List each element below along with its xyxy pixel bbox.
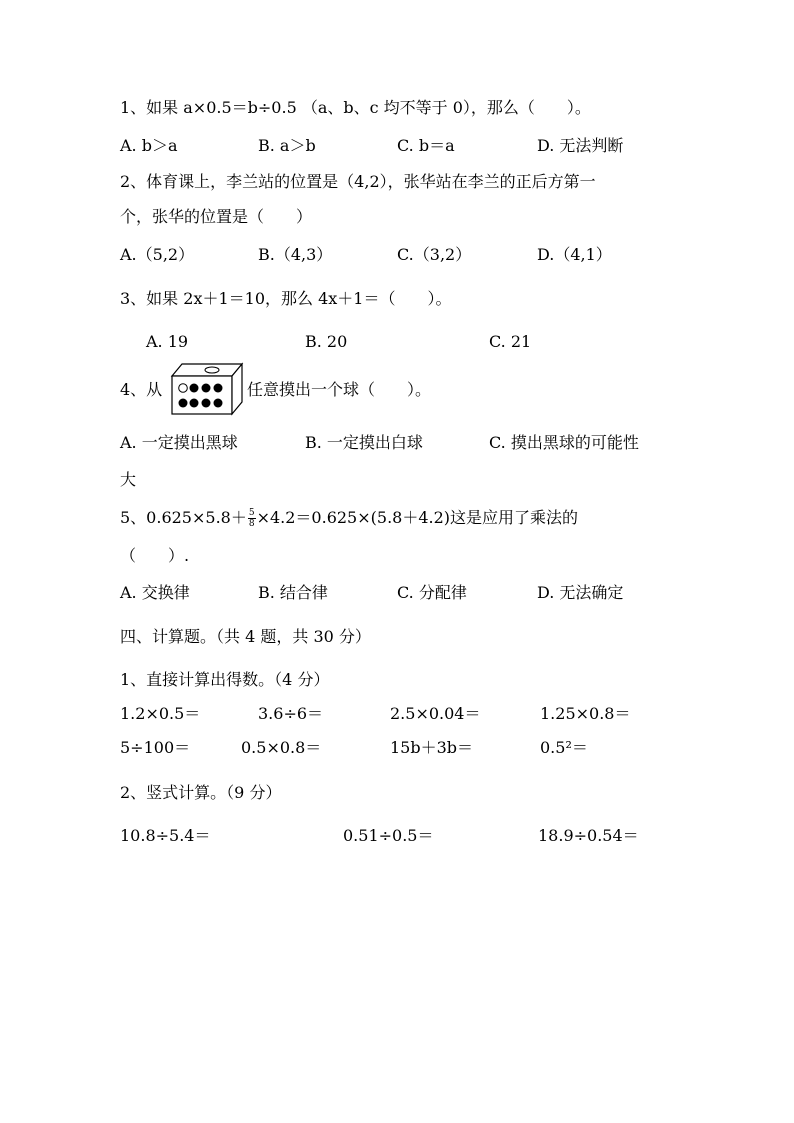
q4-option-b: B. 一定摸出白球 (305, 433, 423, 452)
black-ball (190, 399, 199, 408)
q3-option-a: A. 19 (146, 332, 189, 351)
section-4-title: 四、计算题。（共 4 题，共 30 分） (120, 627, 371, 646)
q4-option-a: A. 一定摸出黑球 (120, 433, 238, 452)
calc-item: 0.5×0.8＝ (241, 738, 322, 757)
black-ball (202, 399, 211, 408)
question-2-stem-line2: 个，张华的位置是（ ） (120, 207, 313, 226)
q5-option-c: C. 分配律 (397, 583, 467, 602)
q1-option-d: D. 无法判断 (537, 136, 624, 155)
vertical-calc-item: 18.9÷0.54＝ (538, 826, 639, 845)
fraction-numerator: 5 (248, 508, 255, 518)
q1-option-b: B. a＞b (258, 136, 316, 155)
black-ball (214, 399, 223, 408)
fraction (248, 508, 256, 529)
question-5-stem-line2: （ ）. (120, 546, 190, 565)
question-4-stem-prefix: 4、从 (120, 380, 163, 399)
question-3-stem: 3、如果 2x＋1＝10，那么 4x＋1＝（ ）。 (120, 289, 452, 308)
q2-option-d: D.（4,1） (537, 245, 612, 264)
q5-stem-before: 5、0.625×5.8＋ (120, 508, 247, 527)
q2-option-a: A.（5,2） (120, 245, 195, 264)
vertical-calc-item: 0.51÷0.5＝ (343, 826, 434, 845)
question-4-stem-suffix: 任意摸出一个球（ ）。 (247, 380, 432, 399)
black-ball (202, 384, 211, 393)
q5-option-b: B. 结合律 (258, 583, 328, 602)
calc-item: 15b＋3b＝ (390, 738, 474, 757)
q4-option-c: C. 摸出黑球的可能性 (489, 433, 639, 452)
calc-item: 2.5×0.04＝ (390, 704, 481, 723)
question-1-stem: 1、如果 a×0.5＝b÷0.5 （a、b、c 均不等于 0），那么（ ）。 (120, 98, 591, 117)
question-5-stem-line1 (120, 508, 578, 529)
part-2-title: 2、竖式计算。（9 分） (120, 783, 282, 802)
q5-option-a: A. 交换律 (120, 583, 190, 602)
black-ball (190, 384, 199, 393)
calc-item: 1.2×0.5＝ (120, 704, 201, 723)
q4-option-c-wrap: 大 (120, 470, 137, 489)
q2-option-c: C.（3,2） (397, 245, 472, 264)
black-ball (179, 399, 188, 408)
q1-option-a: A. b＞a (120, 136, 178, 155)
calc-item: 3.6÷6＝ (258, 704, 324, 723)
calc-item: 5÷100＝ (120, 738, 191, 757)
q5-option-d: D. 无法确定 (537, 583, 624, 602)
ball-box-image (170, 362, 244, 416)
calc-item: 0.5²＝ (540, 738, 588, 757)
part-1-title: 1、直接计算出得数。（4 分） (120, 670, 330, 689)
fraction-denominator: 8 (248, 519, 255, 529)
white-ball (179, 384, 188, 393)
calc-item: 1.25×0.8＝ (540, 704, 631, 723)
q1-option-c: C. b＝a (397, 136, 455, 155)
black-ball (214, 384, 223, 393)
q2-option-b: B.（4,3） (258, 245, 333, 264)
q3-option-c: C. 21 (489, 332, 532, 351)
question-2-stem-line1: 2、体育课上，李兰站的位置是（4,2），张华站在李兰的正后方第一 (120, 172, 596, 191)
vertical-calc-item: 10.8÷5.4＝ (120, 826, 211, 845)
q3-option-b: B. 20 (305, 332, 348, 351)
q5-stem-after: ×4.2＝0.625×(5.8＋4.2)这是应用了乘法的 (256, 508, 579, 527)
